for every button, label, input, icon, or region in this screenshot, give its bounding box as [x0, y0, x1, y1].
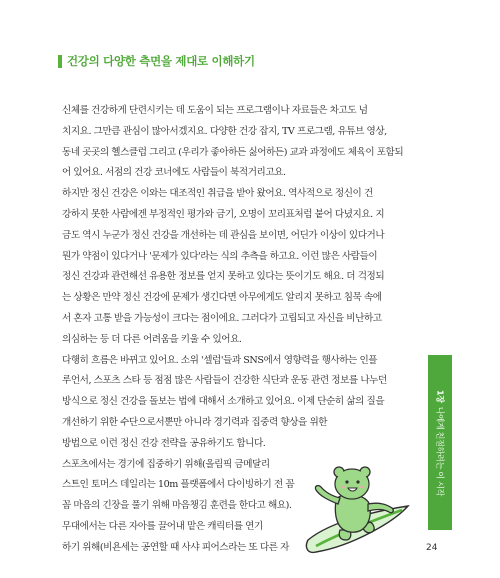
paragraph-line: 서 혼자 고통 받을 가능성이 크다는 점이에요. 그러다가 고립되고 자신을 비난하고: [62, 312, 382, 324]
bear-eye-left: [345, 480, 348, 483]
bear-eye-right: [356, 480, 359, 483]
paragraph-line: 개선하기 위한 수단으로서뿐만 아니라 경기력과 집중력 향상을 위한: [62, 416, 328, 428]
paragraph-line: 어 있어요. 서점의 건강 코너에도 사람들이 북적거리고요.: [62, 167, 286, 179]
bear-head: [336, 470, 369, 499]
chapter-side-tab: [428, 355, 452, 530]
paragraph-line: 의심하는 등 더 다른 어려움을 키울 수 있어요.: [62, 333, 242, 345]
heading-accent-bar: [58, 55, 62, 68]
paragraph-line: 는 상황은 만약 정신 건강에 문제가 생긴다면 아무에게도 알리지 못하고 침묵 속에: [62, 292, 382, 304]
bear-cheek: [341, 486, 346, 489]
paragraph-line: 꼼 마음의 긴장을 풀기 위해 마음챙김 훈련을 한다고 해요).: [62, 500, 292, 512]
paragraph-line: 스트인 토머스 데일리는 10m 플랫폼에서 다이빙하기 전 꼼: [62, 479, 295, 491]
section-heading: 건강의 다양한 측면을 제대로 이해하기: [67, 54, 255, 68]
paragraph-line: 정신 건강과 관련해선 유용한 정보를 얻지 못하고 있다는 뜻이기도 해요. 더 걱정되: [62, 271, 385, 283]
green-bear-surfing-illustration: [302, 460, 412, 560]
paragraph-line: 신체를 건강하게 단련시키는 데 도움이 되는 프로그램이나 자료들은 차고도 넘: [62, 105, 368, 116]
paragraph-4: [54, 455, 295, 559]
paragraph-line: 하기 위해(비욘세는 공연할 때 사샤 피어스라는 또 다른 자: [62, 541, 289, 553]
paragraph-line: 방법으로 이런 정신 건강 전략을 공유하기도 합니다.: [62, 437, 266, 449]
side-tab-text: [435, 389, 446, 495]
bear-body: [335, 494, 370, 532]
paragraph-line: 방식으로 정신 건강을 돌보는 법에 대해서 소개하고 있어요. 이제 단순히 삶의 질을: [62, 396, 385, 408]
paragraph-2: [54, 184, 404, 350]
paragraph-line: 동네 곳곳의 헬스클럽 그리고 (우리가 좋아하든 싫어하든) 교과 과정에도 체육이 포함되: [62, 146, 404, 158]
paragraph-line: 스포츠에서는 경기에 집중하기 위해(올림픽 금메달리: [62, 458, 270, 470]
paragraph-line: 무대에서는 다른 자아를 끌어내 맡은 캐릭터를 연기: [62, 520, 263, 532]
paragraph-line: 루언서, 스포츠 스타 등 점점 많은 사람들이 건강한 식단과 운동 관련 정보를 나누던: [62, 375, 387, 387]
paragraph-line: 금도 역시 누군가 정신 건강을 개선하는 데 관심을 보이면, 어딘가 이상이 있다거나: [62, 229, 385, 241]
side-tab-number: 1장: [435, 389, 446, 403]
bear-cheek: [360, 486, 365, 489]
paragraph-line: 뭔가 약점이 있다거나 '문제가 있다'라는 식의 추측을 하고요. 이런 많은 사람들이: [62, 250, 378, 262]
paragraph-3: [54, 351, 404, 455]
paragraph-1: [54, 101, 404, 184]
paragraph-line: 치지요. 그만큼 관심이 많아서겠지요. 다양한 건강 잡지, TV 프로그램, 유튜브 영상,: [62, 125, 387, 137]
paragraph-line: 다행히 흐름은 바뀌고 있어요. 소위 '셀럽'들과 SNS에서 영향력을 행사하는 인플: [62, 354, 378, 366]
side-tab-title: 나에게 친절하려는 이 시작: [435, 406, 446, 496]
paragraph-line: 하지만 정신 건강은 이와는 대조적인 취급을 받아 왔어요. 역사적으로 정신이 건: [62, 188, 373, 200]
section-heading-wrap: [58, 53, 255, 69]
bear-mouth: [348, 488, 357, 491]
page-number: 24: [426, 543, 438, 553]
paragraph-line: 강하지 못한 사람에겐 부정적인 평가와 금기, 오명이 꼬리표처럼 붙어 다녔지요. 지: [62, 208, 385, 220]
